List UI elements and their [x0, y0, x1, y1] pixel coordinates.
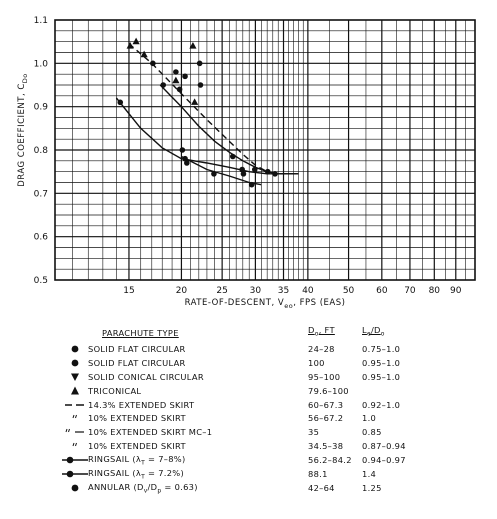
- triangle-point: [127, 42, 134, 49]
- x-axis-label: RATE-OF-DESCENT, $V_{eo}$, FPS (EAS): [184, 298, 346, 310]
- legend-type-name: SOLID CONICAL CIRCULAR: [88, 371, 204, 382]
- triangle-icon: [62, 386, 88, 396]
- legend-row: [62, 411, 482, 425]
- triangle-down-icon: [62, 372, 88, 382]
- legend-type-name: 14.3% EXTENDED SKIRT: [88, 399, 195, 410]
- legend-row: [62, 370, 482, 384]
- x-tick-label: 35: [277, 286, 290, 296]
- y-tick-label: 1.0: [33, 59, 48, 70]
- header-do: $D_o$, FT: [308, 325, 335, 338]
- circle-point: [177, 87, 183, 93]
- circle-point: [211, 171, 217, 177]
- circle-icon: [62, 344, 88, 354]
- circle-point: [173, 69, 179, 75]
- grid-lines: [55, 20, 475, 280]
- legend-type-name: RINGSAIL $(\lambda_T = 7-8\%)$: [88, 453, 186, 467]
- legend-ratio: 1.4: [362, 468, 377, 479]
- quote-icon: [62, 413, 88, 423]
- legend-diameter: 35: [308, 427, 320, 438]
- x-tick-label: 30: [249, 286, 262, 296]
- legend-type-name: 10% EXTENDED SKIRT MC–1: [88, 427, 213, 438]
- legend-table: [62, 322, 482, 495]
- legend-row: [62, 384, 482, 398]
- legend-row: [62, 398, 482, 412]
- legend-ratio: 0.92–1.0: [362, 399, 401, 410]
- circle-point: [117, 100, 123, 106]
- legend-diameter: 42–64: [308, 482, 335, 493]
- x-tick-label: 15: [123, 286, 135, 296]
- header-ratio: $L_e/D_o$: [362, 325, 385, 338]
- dash-icon: [62, 400, 88, 410]
- circle-point: [265, 169, 271, 175]
- legend-diameter: 34.5–38: [308, 441, 344, 452]
- legend-type-name: TRICONICAL: [88, 385, 142, 396]
- x-tick-label: 20: [175, 286, 188, 296]
- legend-row: [62, 425, 482, 439]
- circle-point: [198, 82, 204, 88]
- line-dot-icon: [62, 469, 88, 479]
- y-axis-label: DRAG COEFFICIENT, $C_{Do}$: [17, 73, 29, 187]
- y-tick-label: 1.1: [33, 16, 48, 26]
- x-tick-label: 80: [428, 286, 441, 296]
- tick-labels: [34, 16, 462, 296]
- legend-diameter: 56.2–84.2: [308, 455, 352, 466]
- legend-header: [62, 322, 482, 338]
- legend-row: [62, 342, 482, 356]
- legend-diameter: 95–100: [308, 371, 341, 382]
- legend-ratio: 0.94–0.97: [362, 455, 406, 466]
- legend-type-name: 10% EXTENDED SKIRT: [88, 441, 186, 452]
- x-tick-label: 25: [216, 286, 228, 296]
- circle-icon: [62, 483, 88, 493]
- y-tick-label: 0.9: [33, 102, 48, 113]
- legend-rows: [62, 342, 482, 495]
- x-tick-label: 50: [342, 286, 355, 296]
- legend-ratio: 0.95–1.0: [362, 357, 401, 368]
- legend-ratio: 0.87–0.94: [362, 441, 406, 452]
- x-tick-label: 40: [302, 286, 314, 296]
- x-tick-label: 60: [376, 286, 388, 296]
- y-tick-label: 0.7: [33, 189, 48, 200]
- circle-point: [249, 182, 255, 188]
- solid-curve: [116, 98, 298, 174]
- circle-point: [197, 61, 203, 67]
- circle-point: [184, 160, 190, 166]
- circle-point: [160, 82, 166, 88]
- quote-icon: [62, 441, 88, 451]
- y-tick-label: 0.8: [33, 146, 48, 156]
- circle-point: [252, 167, 258, 173]
- header-parachute-type: PARACHUTE TYPE: [102, 328, 179, 338]
- y-tick-label: 0.5: [33, 276, 48, 286]
- legend-ratio: 0.95–1.0: [362, 371, 401, 382]
- legend-row: [62, 439, 482, 453]
- line-dot-icon: [62, 455, 88, 465]
- triangle-point: [191, 98, 198, 105]
- circle-icon: [62, 358, 88, 368]
- circle-point: [150, 61, 156, 67]
- legend-ratio: 1.0: [362, 413, 377, 424]
- legend-diameter: 60–67.3: [308, 399, 344, 410]
- circle-point: [182, 74, 188, 80]
- legend-diameter: 79.6–100: [308, 385, 349, 396]
- legend-diameter: 100: [308, 357, 325, 368]
- legend-diameter: 88.1: [308, 468, 328, 479]
- circle-point: [230, 154, 236, 160]
- triangle-point: [133, 38, 140, 45]
- legend-row: [62, 356, 482, 370]
- x-tick-label: 70: [404, 286, 416, 296]
- circle-point: [180, 147, 186, 153]
- chart-curves: [116, 44, 298, 185]
- y-tick-label: 0.6: [33, 232, 48, 243]
- legend-row: [62, 467, 482, 481]
- legend-type-name: SOLID FLAT CIRCULAR: [88, 357, 186, 368]
- legend-type-name: ANNULAR $(D_v/D_p = 0.63)$: [88, 481, 198, 495]
- legend-diameter: 56–67.2: [308, 413, 344, 424]
- legend-type-name: SOLID FLAT CIRCULAR: [88, 343, 186, 354]
- legend-diameter: 24–28: [308, 343, 335, 354]
- legend-row: [62, 453, 482, 467]
- legend-row: [62, 481, 482, 495]
- legend-ratio: 1.25: [362, 482, 382, 493]
- legend-type-name: 10% EXTENDED SKIRT: [88, 413, 186, 424]
- legend-type-name: RINGSAIL $(\lambda_T = 7.2\%)$: [88, 467, 185, 481]
- legend-ratio: 0.85: [362, 427, 382, 438]
- triangle-point: [172, 77, 179, 84]
- legend-ratio: 0.75–1.0: [362, 343, 401, 354]
- quote-dash-icon: [62, 427, 88, 437]
- triangle-point: [141, 51, 148, 58]
- x-tick-label: 90: [450, 286, 462, 296]
- circle-point: [241, 171, 247, 177]
- circle-point: [272, 171, 278, 177]
